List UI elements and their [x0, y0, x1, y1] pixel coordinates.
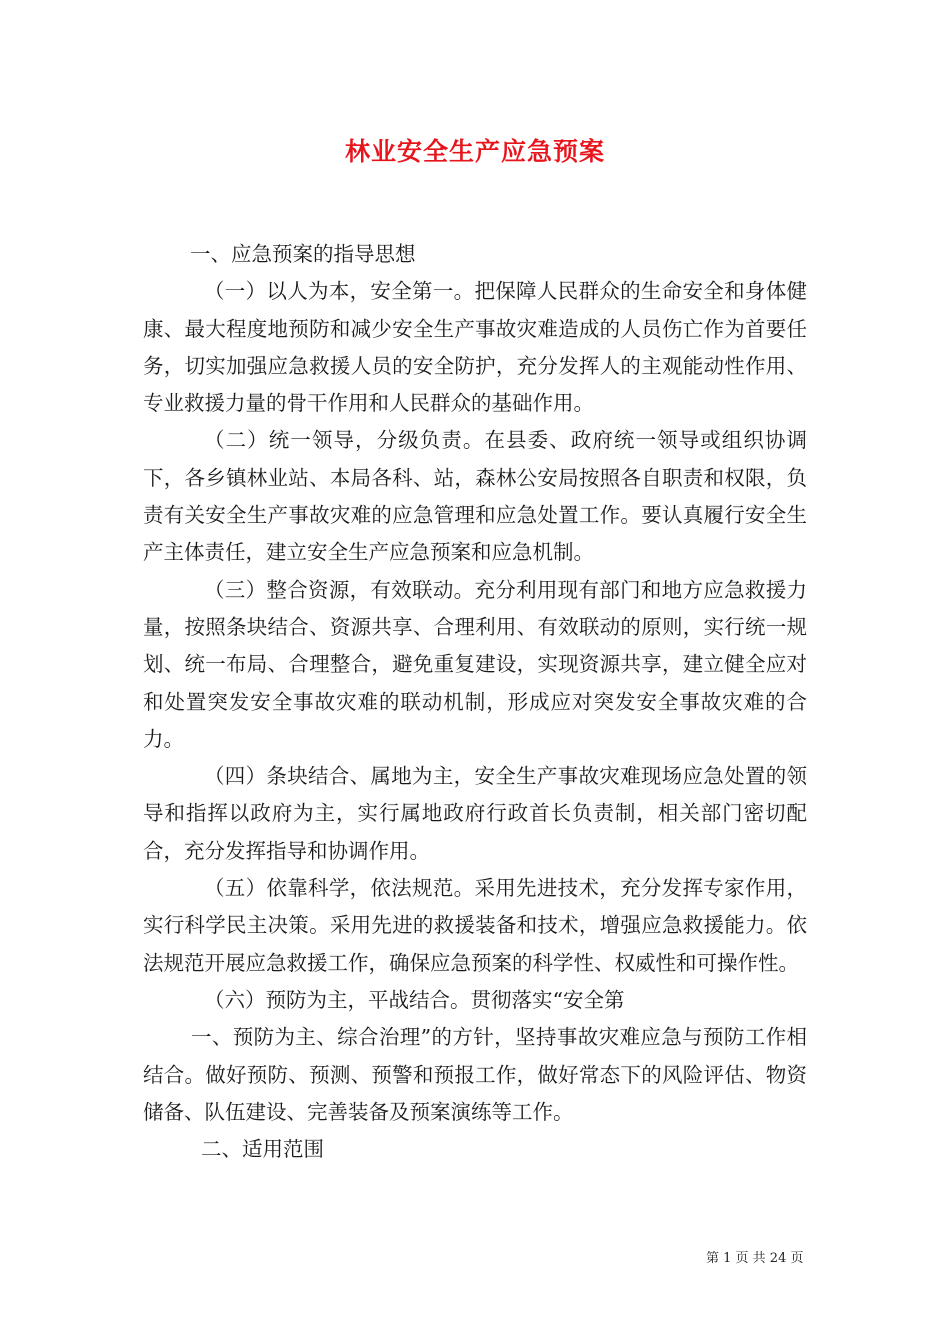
paragraph-people-first: （一）以人为本，安全第一。把保障人民群众的生命安全和身体健康、最大程度地预防和减少安全生产事故灾难造成的人员伤亡作为首要任务，切实加强应急救援人员的安全防护，充分发挥人的主观能动性作用、专业救援力量的骨干作用和人民群众的基础作用。 [143, 279, 807, 416]
document-title: 林业安全生产应急预案 [344, 137, 605, 166]
paragraph-territorial-responsibility: （四）条块结合、属地为主，安全生产事故灾难现场应急处置的领导和指挥以政府为主，实行属地政府行政首长负责制，相关部门密切配合，充分发挥指导和协调作用。 [143, 764, 807, 863]
paragraph-science-and-law: （五）依靠科学，依法规范。采用先进技术，充分发挥专家作用，实行科学民主决策。采用先进的救援装备和技术，增强应急救援能力。依法规范开展应急救援工作，确保应急预案的科学性、权威性和可操作性。 [143, 876, 807, 975]
page-number: 第 1 页 共 24 页 [706, 1251, 804, 1266]
paragraph-prevention-continued: 一、预防为主、综合治理”的方针，坚持事故灾难应急与预防工作相结合。做好预防、预测、预警和预报工作，做好常态下的风险评估、物资储备、队伍建设、完善装备及预案演练等工作。 [143, 1025, 807, 1124]
section-heading-scope: 二、适用范围 [201, 1137, 324, 1162]
paragraph-unified-leadership: （二）统一领导，分级负责。在县委、政府统一领导或组织协调下，各乡镇林业站、本局各科、站，森林公安局按照各自职责和权限，负责有关安全生产事故灾难的应急管理和应急处置工作。要认真履行安全生产主体责任，建立安全生产应急预案和应急机制。 [143, 428, 807, 565]
document-body [143, 236, 807, 1168]
paragraph-prevention-first: （六）预防为主，平战结合。贯彻落实“安全第 [204, 987, 625, 1012]
paragraph-resource-integration: （三）整合资源，有效联动。充分利用现有部门和地方应急救援力量，按照条块结合、资源共享、合理利用、有效联动的原则，实行统一规划、统一布局、合理整合，避免重复建设，实现资源共享，建立健全应对和处置突发安全事故灾难的联动机制，形成应对突发安全事故灾难的合力。 [143, 577, 807, 751]
section-heading-guiding-principles: 一、应急预案的指导思想 [190, 242, 416, 266]
